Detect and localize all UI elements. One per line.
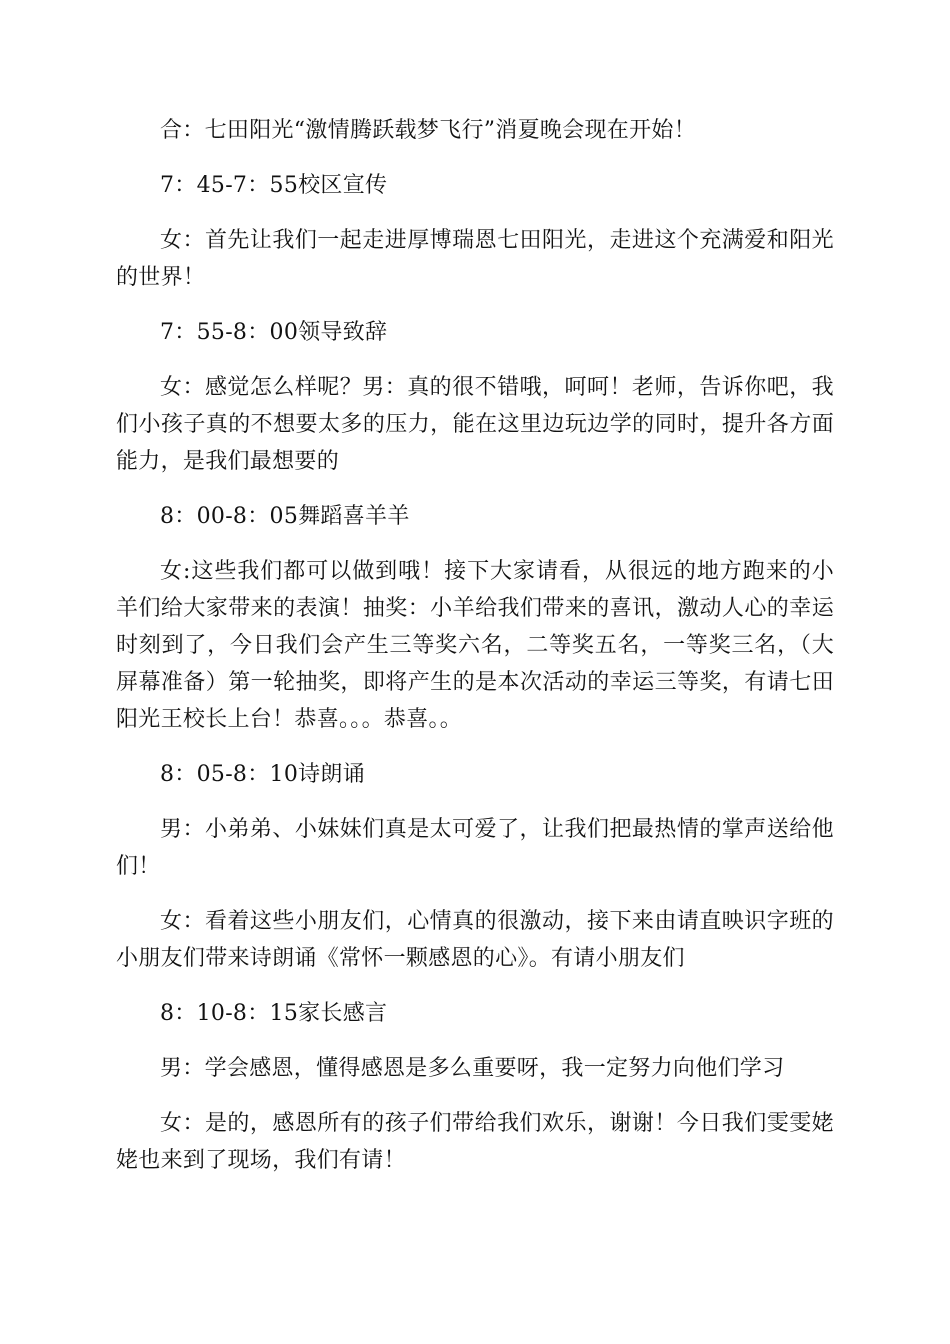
paragraph-opening: 合：七田阳光“激情腾跃载梦飞行”消夏晚会现在开始！: [160, 118, 696, 143]
paragraph-poetry-intro: 女：看着这些小朋友们，心情真的很激动，接下来由请直映识字班的小朋友们带来诗朗诵《常怀一颗感恩的心》。有请小朋友们: [116, 909, 834, 971]
paragraph-dialogue-feeling: 女：感觉怎么样呢？男：真的很不错哦，呵呵！老师，告诉你吧，我们小孩子真的不想要太多的压力，能在这里边玩边学的同时，提升各方面能力，是我们最想要的: [116, 375, 834, 474]
paragraph-host-female-invite: 女：是的，感恩所有的孩子们带给我们欢乐，谢谢！今日我们雯雯姥姥也来到了现场，我们有请！: [116, 1111, 834, 1173]
document-body: [116, 112, 834, 1197]
schedule-item-parent-speech: 8：10-8：15家长感言: [160, 1001, 388, 1026]
schedule-item-dance: 8：00-8：05舞蹈喜羊羊: [160, 504, 410, 529]
paragraph-host-female-intro: 女：首先让我们一起走进厚博瑞恩七田阳光，走进这个充满爱和阳光的世界！: [116, 228, 834, 290]
paragraph-host-male-gratitude: 男：学会感恩，懂得感恩是多么重要呀，我一定努力向他们学习: [160, 1056, 785, 1081]
schedule-item-poetry: 8：05-8：10诗朗诵: [160, 762, 366, 787]
schedule-item-campus-promo: 7：45-7：55校区宣传: [160, 173, 388, 198]
paragraph-host-male-applause: 男：小弟弟、小妹妹们真是太可爱了，让我们把最热情的掌声送给他们！: [116, 817, 834, 879]
paragraph-lottery: 女:这些我们都可以做到哦！接下大家请看，从很远的地方跑来的小羊们给大家带来的表演！抽奖：小羊给我们带来的喜讯，激动人心的幸运时刻到了，今日我们会产生三等奖六名，二等奖五名，一等奖三名，（大屏幕准备）第一轮抽奖，即将产生的是本次活动的幸运三等奖，有请七田阳光王校长上台！恭喜。。。恭喜。。: [116, 559, 834, 732]
schedule-item-leader-speech: 7：55-8：00领导致辞: [160, 320, 388, 345]
